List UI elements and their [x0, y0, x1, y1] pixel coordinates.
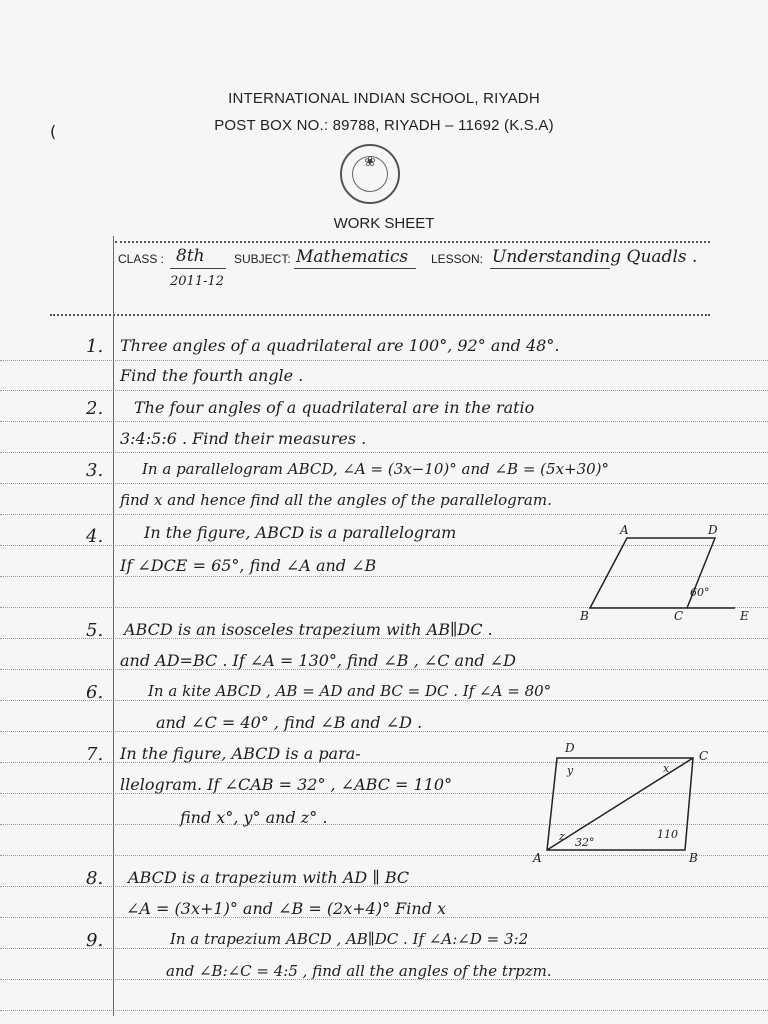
question-text: and AD=BC . If ∠A = 130°, find ∠B , ∠C and ∠D: [120, 651, 516, 670]
school-address: POST BOX NO.: 89788, RIYADH – 11692 (K.S.A): [214, 117, 554, 134]
question-text: In a parallelogram ABCD, ∠A = (3x−10)° and ∠B = (5x+30)°: [142, 460, 610, 478]
question-text: ABCD is a trapezium with AD ∥ BC: [128, 868, 410, 887]
sheet-title: WORK SHEET: [333, 215, 435, 232]
question-text: find x and hence find all the angles of the parallelogram.: [120, 491, 552, 509]
ruled-line: [0, 390, 768, 391]
question-number: 7.: [86, 744, 104, 765]
lesson-label: LESSON:: [431, 252, 484, 266]
vertex-a-label: A: [620, 523, 629, 537]
angle-32-label: 32°: [575, 836, 595, 849]
ruled-line: [0, 948, 768, 949]
ruled-line: [0, 483, 768, 484]
figure-parallelogram-7: [525, 740, 720, 865]
question-text: The four angles of a quadrilateral are in the ratio: [134, 398, 535, 417]
point-e-label: E: [740, 609, 749, 622]
vertex-b-label: B: [689, 851, 698, 865]
margin-mark: (: [50, 122, 57, 141]
margin-rule: [113, 236, 114, 1016]
angle-110-label: 110: [657, 828, 678, 841]
question-text: ABCD is an isosceles trapezium with AB∥DC .: [124, 620, 493, 639]
class-label: CLASS :: [118, 252, 165, 266]
question-text: In a kite ABCD , AB = AD and BC = DC . If ∠A = 80°: [148, 682, 552, 700]
question-text: 3:4:5:6 . Find their measures .: [120, 429, 367, 448]
question-text: In the figure, ABCD is a parallelogram: [144, 523, 457, 542]
question-text: In the figure, ABCD is a para-: [120, 744, 361, 763]
ruled-line: [0, 360, 768, 361]
vertex-d-label: D: [565, 741, 575, 755]
angle-y-label: y: [567, 764, 574, 777]
class-underline: [170, 268, 226, 269]
question-number: 2.: [86, 398, 104, 419]
angle-label: 60°: [690, 586, 710, 599]
vertex-b-label: B: [580, 609, 589, 622]
header-divider-bottom: [50, 314, 710, 316]
lesson-value: Understanding Quadls .: [492, 247, 698, 267]
question-number: 4.: [86, 526, 104, 547]
subject-label: SUBJECT:: [234, 252, 291, 266]
figure-parallelogram-4: [570, 522, 750, 622]
question-text: llelogram. If ∠CAB = 32° , ∠ABC = 110°: [120, 775, 453, 794]
ruled-line: [0, 1010, 768, 1011]
question-text: Three angles of a quadrilateral are 100°, 92° and 48°.: [120, 336, 560, 355]
vertex-d-label: D: [708, 523, 718, 537]
question-text: In a trapezium ABCD , AB∥DC . If ∠A:∠D = 3:2: [170, 930, 529, 948]
question-text: and ∠B:∠C = 4:5 , find all the angles of the trpzm.: [166, 962, 552, 980]
subject-underline: [294, 268, 416, 269]
header-divider-top: [115, 241, 710, 243]
vertex-c-label: C: [674, 609, 684, 622]
question-text: If ∠DCE = 65°, find ∠A and ∠B: [120, 556, 377, 575]
class-value: 8th: [176, 246, 205, 266]
vertex-a-label: A: [533, 851, 542, 865]
question-number: 5.: [86, 620, 104, 641]
question-number: 9.: [86, 930, 104, 951]
angle-z-label: z: [559, 830, 565, 843]
question-number: 1.: [86, 336, 104, 357]
question-text: find x°, y° and z° .: [180, 808, 328, 827]
lesson-underline: [490, 268, 610, 269]
question-text: and ∠C = 40° , find ∠B and ∠D .: [156, 713, 423, 732]
school-seal-logo: [340, 144, 400, 204]
ruled-line: [0, 514, 768, 515]
question-number: 8.: [86, 868, 104, 889]
school-name: INTERNATIONAL INDIAN SCHOOL, RIYADH: [228, 90, 540, 107]
vertex-c-label: C: [699, 749, 709, 763]
ruled-line: [0, 421, 768, 422]
question-number: 3.: [86, 460, 104, 481]
ruled-line: [0, 700, 768, 701]
question-text: Find the fourth angle .: [120, 366, 304, 385]
academic-year: 2011-12: [170, 274, 225, 289]
subject-value: Mathematics: [296, 247, 409, 267]
question-text: ∠A = (3x+1)° and ∠B = (2x+4)° Find x: [126, 899, 447, 918]
lotus-icon: ❀: [364, 154, 376, 170]
ruled-line: [0, 452, 768, 453]
question-number: 6.: [86, 682, 104, 703]
angle-x-label: x: [663, 762, 670, 775]
